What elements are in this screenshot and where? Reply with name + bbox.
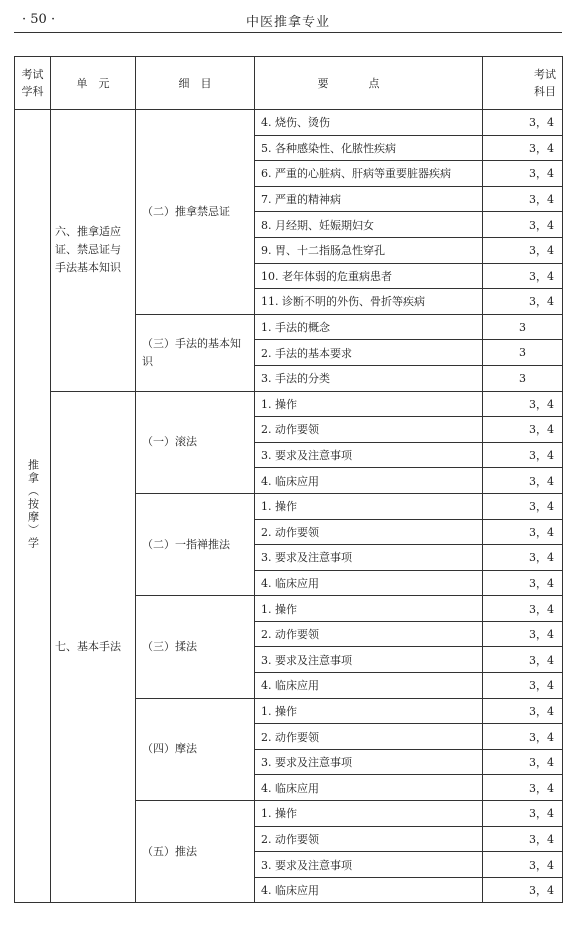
unit-cell: 七、基本手法 <box>51 391 136 903</box>
level-cell: 3，4 <box>483 110 563 136</box>
point-cell: 2. 动作要领 <box>255 519 483 545</box>
point-cell: 2. 手法的基本要求 <box>255 340 483 366</box>
point-cell: 1. 手法的概念 <box>255 314 483 340</box>
point-cell: 3. 要求及注意事项 <box>255 545 483 571</box>
subject-cell <box>15 110 51 903</box>
point-cell: 6. 严重的心脏病、肝病等重要脏器疾病 <box>255 161 483 187</box>
level-cell: 3，4 <box>483 877 563 903</box>
level-cell: 3 <box>483 340 563 366</box>
point-cell: 2. 动作要领 <box>255 826 483 852</box>
level-cell: 3，4 <box>483 673 563 699</box>
header-rule <box>14 32 562 33</box>
subject-header-line-2: 学科 <box>21 85 44 98</box>
level-cell: 3，4 <box>483 852 563 878</box>
detail-header: 细 目 <box>136 57 255 110</box>
level-cell: 3，4 <box>483 545 563 571</box>
point-cell: 1. 操作 <box>255 391 483 417</box>
running-title: 中医推拿专业 <box>245 15 330 30</box>
level-header-line-1: 考试 <box>534 68 556 81</box>
level-cell: 3，4 <box>483 724 563 750</box>
page-number: · 50 · <box>22 12 56 27</box>
point-cell: 1. 操作 <box>255 596 483 622</box>
points-header: 要点 <box>255 57 483 110</box>
level-cell: 3，4 <box>483 289 563 315</box>
table-row <box>15 391 563 417</box>
level-cell: 3，4 <box>483 391 563 417</box>
unit-cell: 六、推拿适应证、禁忌证与手法基本知识 <box>51 110 136 392</box>
detail-cell: （二）一指禅推法 <box>136 493 255 595</box>
level-cell: 3，4 <box>483 826 563 852</box>
level-cell: 3，4 <box>483 519 563 545</box>
subject-header-line-1: 考试 <box>21 68 44 81</box>
point-cell: 8. 月经期、妊娠期妇女 <box>255 212 483 238</box>
level-header-line-2: 科目 <box>534 85 556 98</box>
point-cell: 9. 胃、十二指肠急性穿孔 <box>255 237 483 263</box>
unit-header: 单 元 <box>51 57 136 110</box>
level-cell: 3，4 <box>483 493 563 519</box>
level-header <box>483 57 563 110</box>
table-body <box>15 110 563 903</box>
detail-cell: （四）摩法 <box>136 698 255 800</box>
level-cell: 3，4 <box>483 417 563 443</box>
point-cell: 5. 各种感染性、化脓性疾病 <box>255 135 483 161</box>
header-row <box>15 57 563 110</box>
point-cell: 4. 临床应用 <box>255 877 483 903</box>
level-cell: 3，4 <box>483 570 563 596</box>
point-cell: 3. 要求及注意事项 <box>255 442 483 468</box>
detail-cell: （三）手法的基本知识 <box>136 314 255 391</box>
point-cell: 10. 老年体弱的危重病患者 <box>255 263 483 289</box>
detail-cell: （五）推法 <box>136 801 255 903</box>
point-cell: 4. 临床应用 <box>255 673 483 699</box>
level-cell: 3，4 <box>483 212 563 238</box>
level-cell: 3，4 <box>483 186 563 212</box>
detail-cell: （一）滚法 <box>136 391 255 493</box>
point-cell: 4. 临床应用 <box>255 775 483 801</box>
level-cell: 3，4 <box>483 647 563 673</box>
point-cell: 3. 要求及注意事项 <box>255 647 483 673</box>
level-cell: 3，4 <box>483 442 563 468</box>
point-cell: 1. 操作 <box>255 698 483 724</box>
point-cell: 2. 动作要领 <box>255 417 483 443</box>
level-cell: 3，4 <box>483 237 563 263</box>
point-cell: 1. 操作 <box>255 493 483 519</box>
point-cell: 11. 诊断不明的外伤、骨折等疾病 <box>255 289 483 315</box>
level-cell: 3，4 <box>483 698 563 724</box>
point-cell: 7. 严重的精神病 <box>255 186 483 212</box>
table-row <box>15 110 563 136</box>
subject-header <box>15 57 51 110</box>
point-cell: 4. 临床应用 <box>255 570 483 596</box>
point-cell: 3. 要求及注意事项 <box>255 852 483 878</box>
level-cell: 3，4 <box>483 135 563 161</box>
point-cell: 4. 临床应用 <box>255 468 483 494</box>
level-cell: 3，4 <box>483 749 563 775</box>
level-cell: 3，4 <box>483 621 563 647</box>
detail-cell: （三）揉法 <box>136 596 255 698</box>
point-cell: 3. 要求及注意事项 <box>255 749 483 775</box>
point-cell: 2. 动作要领 <box>255 621 483 647</box>
level-cell: 3，4 <box>483 468 563 494</box>
point-cell: 4. 烧伤、烫伤 <box>255 110 483 136</box>
point-cell: 2. 动作要领 <box>255 724 483 750</box>
detail-cell: （二）推拿禁忌证 <box>136 110 255 315</box>
page-header <box>14 8 562 32</box>
level-cell: 3 <box>483 365 563 391</box>
level-cell: 3，4 <box>483 801 563 827</box>
level-cell: 3 <box>483 314 563 340</box>
syllabus-table <box>14 56 563 903</box>
level-cell: 3，4 <box>483 263 563 289</box>
level-cell: 3，4 <box>483 596 563 622</box>
subject-name: 推拿（按摩）学 <box>26 459 40 551</box>
point-cell: 1. 操作 <box>255 801 483 827</box>
point-cell: 3. 手法的分类 <box>255 365 483 391</box>
level-cell: 3，4 <box>483 161 563 187</box>
level-cell: 3，4 <box>483 775 563 801</box>
